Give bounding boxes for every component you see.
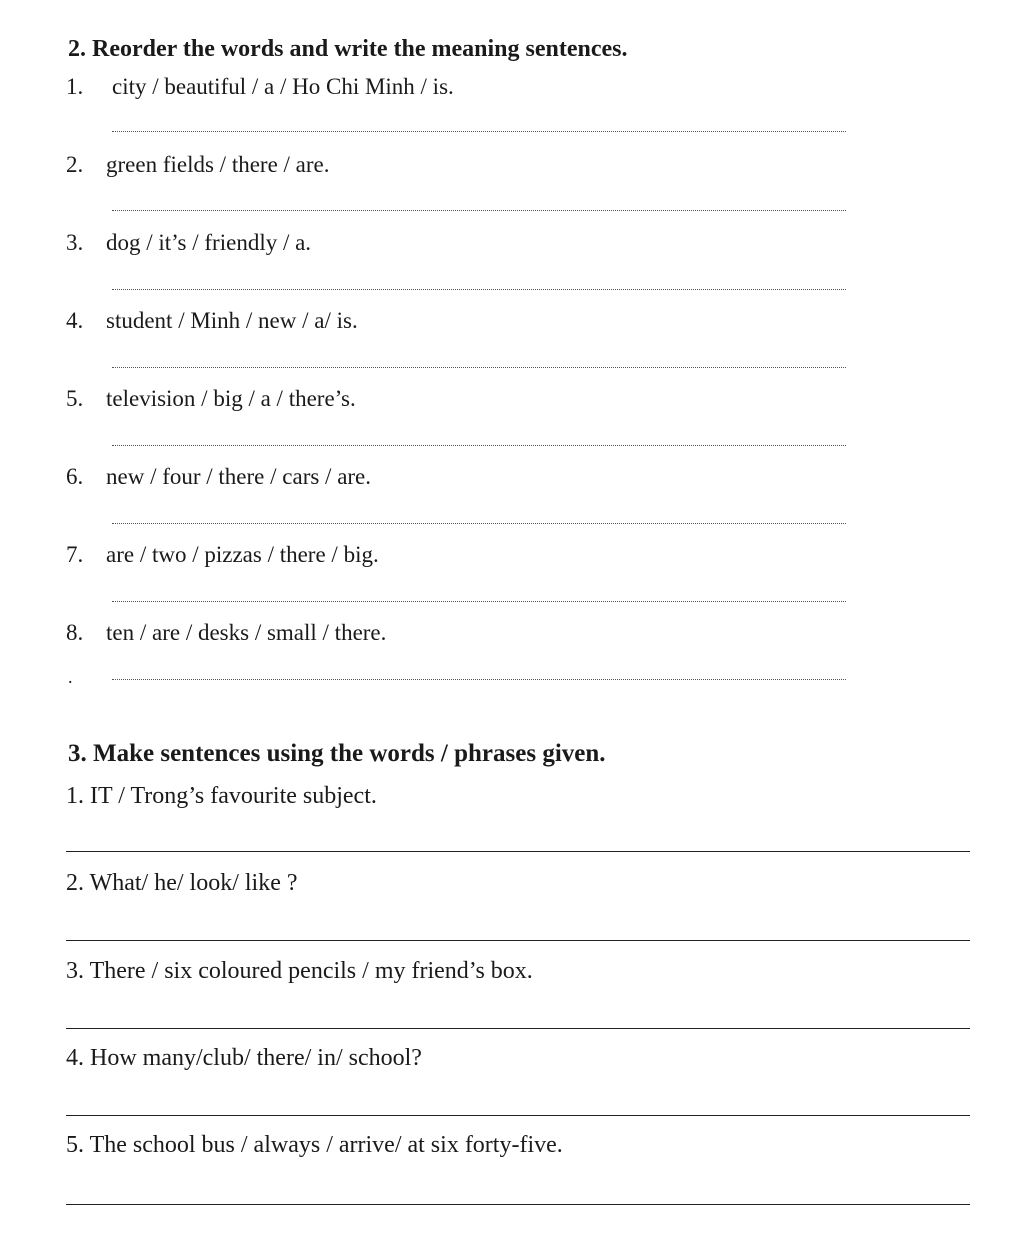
stray-mark: .	[68, 667, 73, 687]
answer-dotted-line[interactable]	[112, 289, 846, 290]
sentence-prompt: 1. IT / Trong’s favourite subject.	[66, 783, 377, 809]
sentence-prompt: 3. There / six coloured pencils / my friend’s box.	[66, 958, 533, 984]
answer-dotted-line[interactable]	[112, 210, 846, 211]
question-number: 7.	[66, 542, 84, 567]
section-3-title: 3. Make sentences using the words / phrases given.	[68, 740, 606, 767]
question-number: 4.	[66, 308, 84, 333]
sentence-prompt: 5. The school bus / always / arrive/ at six forty-five.	[66, 1132, 563, 1158]
answer-line[interactable]	[66, 1028, 970, 1029]
question-text: city / beautiful / a / Ho Chi Minh / is.	[112, 74, 454, 99]
question-number: 5.	[66, 386, 84, 411]
question-text: new / four / there / cars / are.	[106, 464, 372, 489]
section-2-title: 2. Reorder the words and write the meaning sentences.	[68, 36, 628, 62]
answer-dotted-line[interactable]	[112, 523, 846, 524]
answer-line[interactable]	[66, 851, 970, 852]
question-number: 1.	[66, 74, 84, 99]
question-text: dog / it’s / friendly / a.	[106, 230, 312, 255]
question-number: 6.	[66, 464, 84, 489]
question-text: student / Minh / new / a/ is.	[106, 308, 358, 333]
question-number: 8.	[66, 620, 84, 645]
question-number: 3.	[66, 230, 84, 255]
question-number: 2.	[66, 152, 84, 177]
answer-dotted-line[interactable]	[112, 679, 846, 680]
question-text: are / two / pizzas / there / big.	[106, 542, 379, 567]
answer-line[interactable]	[66, 1115, 970, 1116]
sentence-prompt: 4. How many/club/ there/ in/ school?	[66, 1045, 422, 1071]
question-text: television / big / a / there’s.	[106, 386, 356, 411]
answer-dotted-line[interactable]	[112, 445, 846, 446]
answer-dotted-line[interactable]	[112, 367, 846, 368]
sentence-prompt: 2. What/ he/ look/ like ?	[66, 870, 298, 896]
answer-dotted-line[interactable]	[112, 131, 846, 132]
question-text: ten / are / desks / small / there.	[106, 620, 387, 645]
answer-line[interactable]	[66, 940, 970, 941]
answer-dotted-line[interactable]	[112, 601, 846, 602]
question-text: green fields / there / are.	[106, 152, 330, 177]
answer-line[interactable]	[66, 1204, 970, 1205]
